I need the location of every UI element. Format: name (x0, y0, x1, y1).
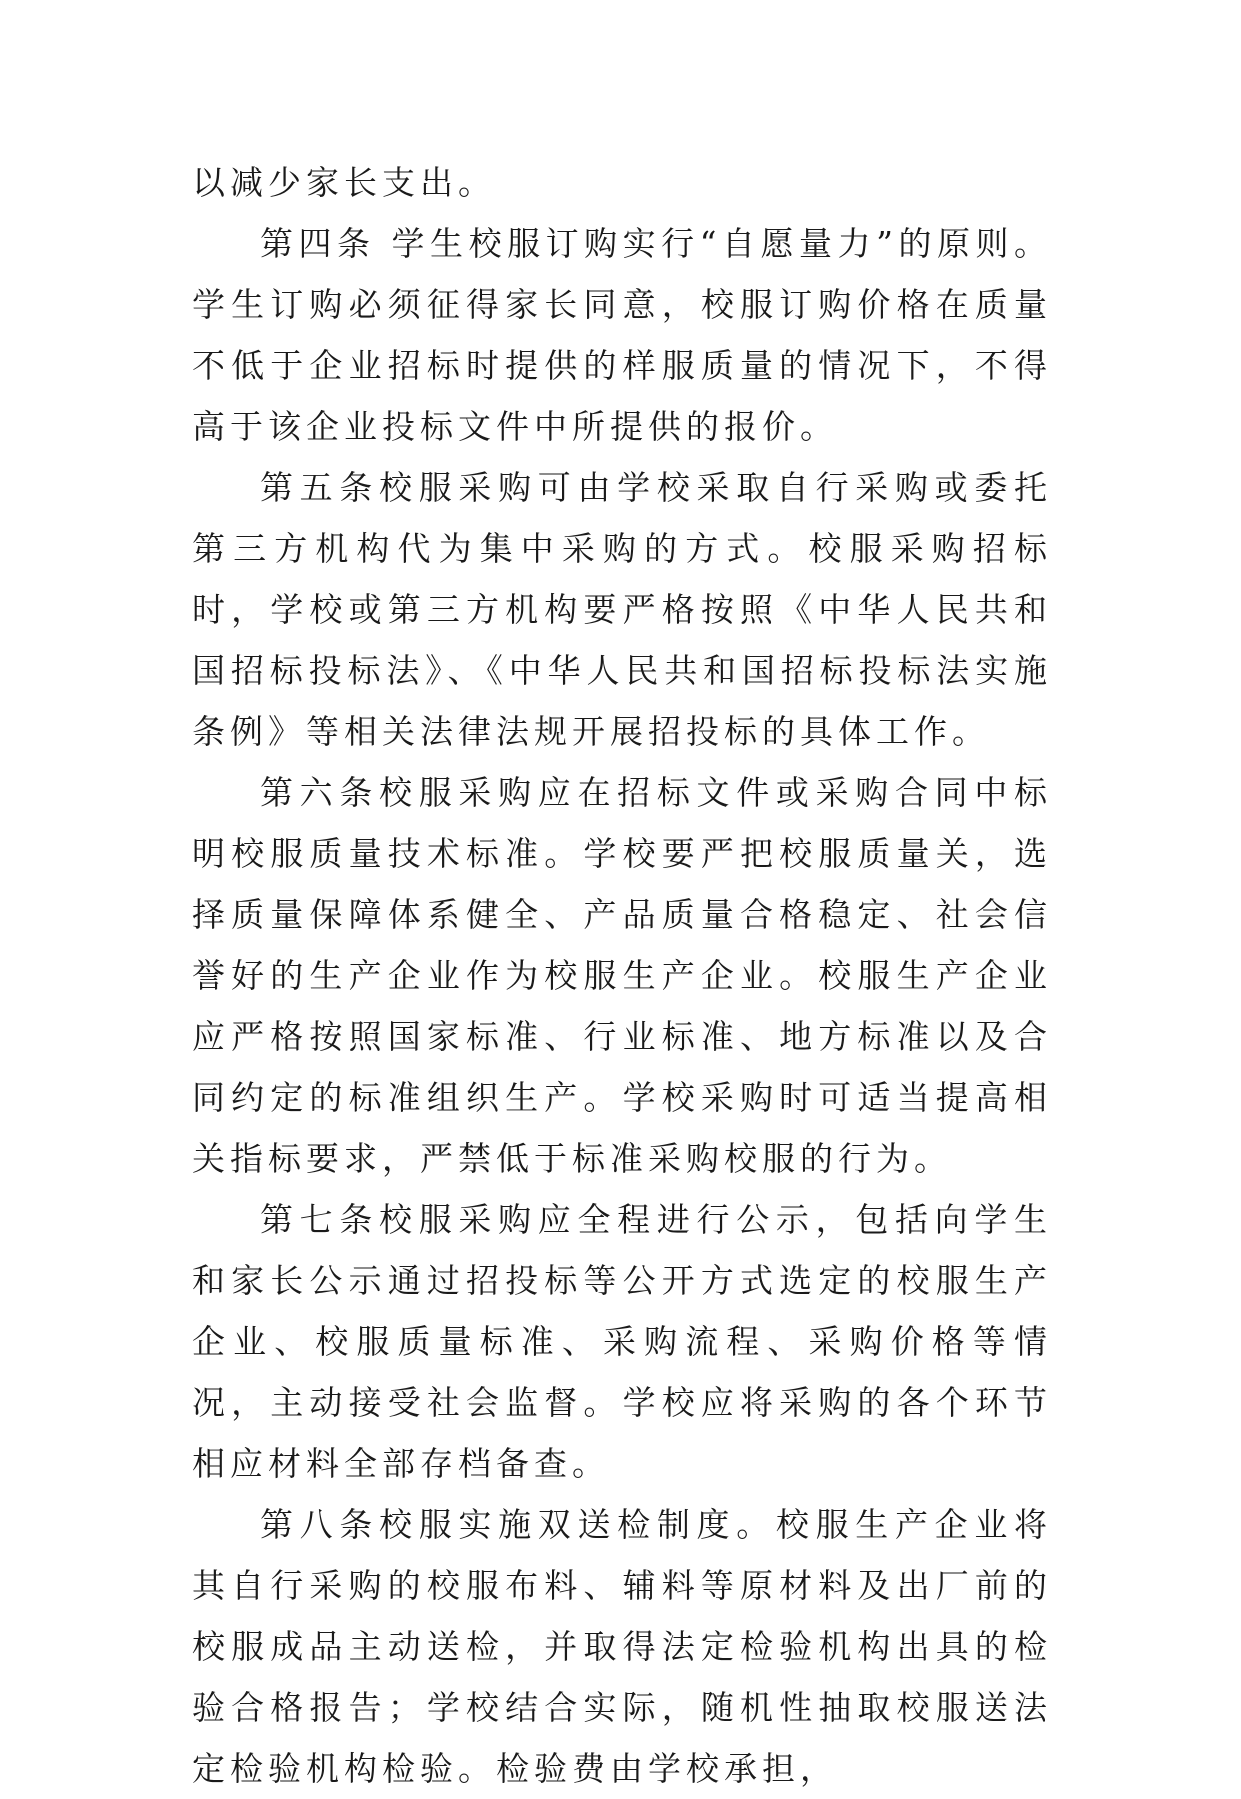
paragraph-article-4: 第四条 学生校服订购实行“自愿量力”的原则。学生订购必须征得家长同意，校服订购价格在质量不低于企业招标时提供的样服质量的情况下，不得高于该企业投标文件中所提供的报价。 (192, 224, 1052, 446)
paragraph-continuation: 以减少家长支出。 (192, 163, 496, 202)
paragraph-article-7: 第七条校服采购应全程进行公示，包括向学生和家长公示通过招投标等公开方式选定的校服生产企业、校服质量标准、采购流程、采购价格等情况，主动接受社会监督。学校应将采购的各个环节相应材料全部存档备查。 (192, 1200, 1052, 1483)
paragraph-article-8: 第八条校服实施双送检制度。校服生产企业将其自行采购的校服布料、辅料等原材料及出厂前的校服成品主动送检，并取得法定检验机构出具的检验合格报告；学校结合实际，随机性抽取校服送法定检验机构检验。检验费由学校承担， (192, 1505, 1052, 1788)
paragraph-article-6: 第六条校服采购应在招标文件或采购合同中标明校服质量技术标准。学校要严把校服质量关，选择质量保障体系健全、产品质量合格稳定、社会信誉好的生产企业作为校服生产企业。校服生产企业应严格按照国家标准、行业标准、地方标准以及合同约定的标准组织生产。学校采购时可适当提高相关指标要求，严禁低于标准采购校服的行为。 (192, 773, 1052, 1178)
document-body (192, 152, 1052, 1799)
paragraph-article-5: 第五条校服采购可由学校采取自行采购或委托第三方机构代为集中采购的方式。校服采购招标时，学校或第三方机构要严格按照《中华人民共和国招标投标法》、《中华人民共和国招标投标法实施条例》等相关法律法规开展招投标的具体工作。 (192, 468, 1052, 751)
